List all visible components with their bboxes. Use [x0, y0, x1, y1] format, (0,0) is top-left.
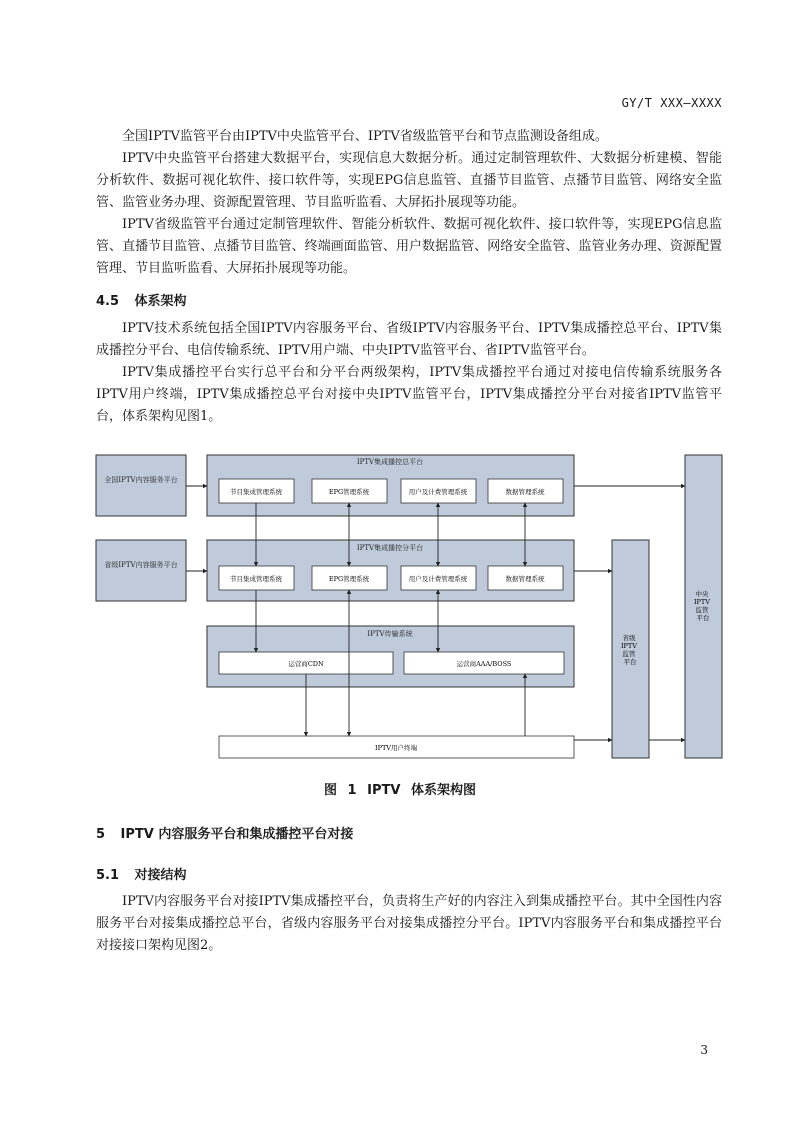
sub-module-label: EPG管理系统 — [328, 575, 370, 583]
section-heading-5 — [96, 823, 353, 842]
main-platform-title: IPTV集成播控总平台 — [356, 458, 424, 466]
section-title: 体系架构 — [134, 294, 187, 309]
page-number: 3 — [700, 1043, 708, 1057]
diagram-connectors — [186, 486, 685, 740]
section-heading-5-1 — [96, 864, 187, 883]
main-module-label: 数据管理系统 — [505, 488, 545, 496]
transport-module-label: 运营商CDN — [288, 660, 324, 668]
central-supervision-label: 中央 IPTV 监管 平台 — [693, 590, 710, 622]
paragraph: IPTV技术系统包括全国IPTV内容服务平台、省级IPTV内容服务平台、IPTV集成播控总平台、IPTV集成播控分平台、电信传输系统、IPTV用户端、中央IPTV监管平台、省IPTV监管平台。 — [96, 321, 722, 358]
paragraph: IPTV集成播控平台实行总平台和分平台两级架构，IPTV集成播控平台通过对接电信传输系统服务各IPTV用户终端，IPTV集成播控总平台对接中央IPTV监管平台，IPTV集成播控分平台对接省IPTV监管平台，体系架构见图1。 — [96, 365, 722, 424]
section-title: IPTV 内容服务平台和集成播控平台对接 — [120, 827, 354, 842]
paragraph: 全国IPTV监管平台由IPTV中央监管平台、IPTV省级监管平台和节点监测设备组成。 — [122, 129, 608, 144]
main-module-label: 节目集成管理系统 — [230, 488, 282, 496]
section-title: 对接结构 — [134, 868, 187, 883]
national-content-platform — [96, 455, 186, 516]
section-number: 4.5 — [96, 294, 120, 309]
transport-title: IPTV传输系统 — [367, 630, 413, 638]
sub-module-label: 节目集成管理系统 — [230, 575, 282, 583]
paragraph: IPTV内容服务平台对接IPTV集成播控平台，负责将生产好的内容注入到集成播控平台。其中全国性内容服务平台对接集成播控总平台，省级内容服务平台对接集成播控分平台。IPTV内容服务平台和集成播控平台对接接口架构见图2。 — [96, 894, 722, 953]
section-number: 5 — [96, 827, 106, 842]
sub-module-label: 数据管理系统 — [505, 575, 545, 583]
sub-platform-title: IPTV集成播控分平台 — [356, 544, 424, 552]
sub-module-label: 用户及计费管理系统 — [408, 575, 468, 583]
paragraph: IPTV省级监管平台通过定制管理软件、智能分析软件、数据可视化软件、接口软件等，实现EPG信息监管、直播节目监管、点播节目监管、终端画面监管、用户数据监管、网络安全监管、监管业务办理、资源配置管理、节目监听监看、大屏拓扑展现等功能。 — [96, 217, 722, 276]
main-module-label: EPG管理系统 — [328, 488, 370, 496]
paragraph: IPTV中央监管平台搭建大数据平台，实现信息大数据分析。通过定制管理软件、大数据分析建模、智能分析软件、数据可视化软件、接口软件等，实现EPG信息监管、直播节目监管、点播节目监管、网络安全监管、监管业务办理、资源配置管理、节目监听监看、大屏拓扑展现等功能。 — [96, 151, 722, 210]
header-code: GY/T XXX—XXXX — [621, 96, 722, 110]
main-module-label: 用户及计费管理系统 — [408, 488, 468, 496]
user-end-label: IPTV用户终端 — [375, 744, 417, 752]
provincial-supervision-label: 省级 IPTV 监管 平台 — [620, 634, 637, 666]
provincial-content-platform — [96, 540, 186, 601]
national-content-label: 全国IPTV内容服务平台 — [104, 476, 178, 484]
section-number: 5.1 — [96, 868, 120, 883]
figure-caption: 图 1 IPTV 体系架构图 — [324, 783, 476, 798]
transport-module-label: 运营商AAA/BOSS — [456, 660, 512, 668]
provincial-content-label: 省级IPTV内容服务平台 — [104, 561, 178, 569]
